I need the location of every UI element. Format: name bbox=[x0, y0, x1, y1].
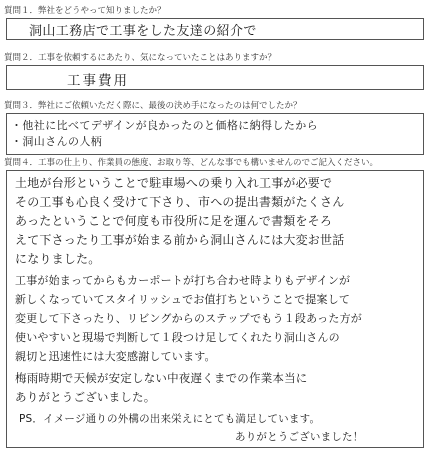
question-4-label: 質問４．工事の仕上り、作業員の態度、お取り等、どんな事でも構いませんのでご記入ください。 bbox=[4, 158, 379, 168]
comment-line: 梅雨時期で天候が安定しない中夜遅くまでの作業本当に bbox=[15, 371, 308, 385]
comment-line: 使いやすいと現場で判断して１段つけ足してくれたり洞山さんの bbox=[15, 331, 340, 344]
answer-3-line: ・他社に比べてデザインが良かったのと価格に納得したから bbox=[11, 119, 319, 132]
comment-line: PS．イメージ通りの外構の出来栄えにとても満足しています。 bbox=[19, 413, 321, 425]
comment-line: ありがとうございました！ bbox=[235, 431, 364, 443]
comment-line: 土地が台形ということで駐車場への乗り入れ工事が必要で bbox=[15, 176, 333, 190]
answer-1-box bbox=[6, 18, 424, 40]
answer-4-box bbox=[6, 170, 424, 448]
comment-line: 変更して下さったり、リビングからのステップでもう１段あった方が bbox=[15, 312, 362, 325]
comment-line: あったということで何度も市役所に足を運んで書類をそろ bbox=[15, 214, 333, 228]
question-1-label: 質問１．弊社をどうやって知りましたか？ bbox=[4, 6, 166, 16]
comment-line: ありがとうございました。 bbox=[15, 390, 156, 404]
answer-2-box bbox=[6, 65, 424, 90]
comment-line: になりました。 bbox=[15, 252, 101, 266]
answer-2-text: 工事費用 bbox=[67, 73, 129, 89]
answer-1-text: 洞山工務店で工事をした友達の紹介で bbox=[29, 24, 257, 39]
question-2-label: 質問２．工事を依頼するにあたり、気になっていたことはありますか？ bbox=[4, 53, 277, 63]
comment-line: 親切と迅速性には大変感謝しています。 bbox=[15, 350, 216, 363]
comment-line: 工事が始まってからもカーポートが打ち合わせ時よりもデザインが bbox=[15, 274, 351, 287]
answer-3-box bbox=[6, 113, 424, 155]
comment-line: えて下さったり工事が始まる前から洞山さんには大変お世話 bbox=[15, 233, 345, 247]
comment-line: その工事も心良く受けて下さり、市への提出書類がたくさん bbox=[15, 195, 345, 209]
question-3-label: 質問３．弊社にご依頼いただく際に、最後の決め手になったのは何でしたか？ bbox=[4, 101, 302, 111]
comment-line: 新しくなっていてスタイリッシュでお值打ちということで提案して bbox=[15, 293, 351, 306]
answer-3-line: ・洞山さんの人柄 bbox=[11, 135, 103, 148]
